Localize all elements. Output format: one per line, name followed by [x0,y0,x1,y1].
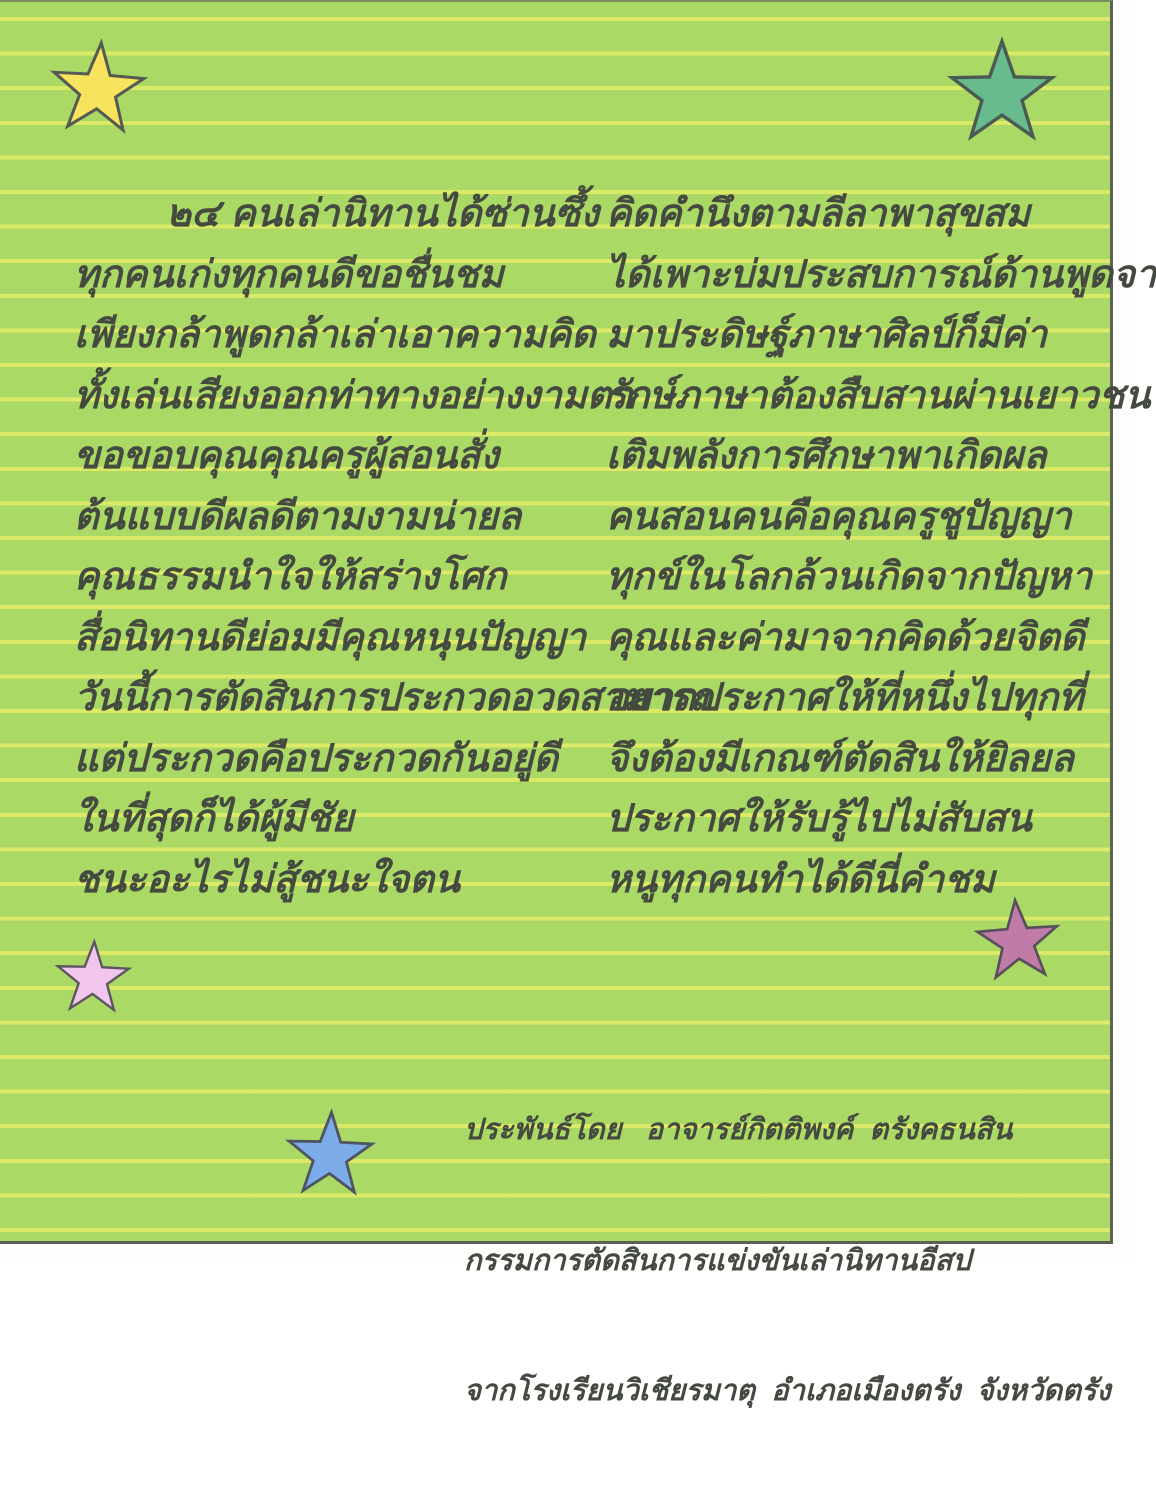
poem-line: ทุกข์ในโลกล้วนเกิดจากปัญหา [606,556,1093,598]
poem-line: แต่ประกวดคือประกวดกันอยู่ดี [74,737,559,780]
green-star-icon [944,36,1060,152]
poem-line: เพียงกล้าพูดกล้าเล่าเอาความคิด [74,314,596,356]
poem-line: ทั้งเล่นเสียงออกท่าทางอย่างงามตา [74,374,633,417]
poem-line: คุณธรรมนำใจให้สร่างโศก [74,556,507,598]
blue-star-icon [280,1106,379,1205]
poem-line: ๒๔ คนเล่านิทานได้ซ่านซึ้ง [166,193,599,235]
credit-role-line: กรรมการตัดสินการแข่งขันเล่านิทานอีสป [464,1244,971,1277]
poem-line: ประกาศให้รับรู้ไปไม่สับสน [606,798,1032,840]
credit-author-line: ประพันธ์โดย อาจารย์กิตติพงค์ ตรังคธนสิน [464,1114,1013,1146]
poem-line: คุณและค่ามาจากคิดด้วยจิตดี [606,616,1085,659]
poem-line: คนสอนคนคือคุณครูชูปัญญา [606,495,1072,538]
poem-line: คิดคำนึงตามลีลาพาสุขสม [606,193,1031,235]
poem-line: ชนะอะไรไม่สู้ชนะใจตน [74,858,460,901]
poem-line: ได้เพาะบ่มประสบการณ์ด้านพูดจา [606,253,1156,296]
poem-line: อยากประกาศให้ที่หนึ่งไปทุกที่ [606,677,1084,719]
credit-school-line: จากโรงเรียนวิเชียรมาตุ อำเภอเมืองตรัง จังหวัดตรัง [464,1375,1111,1407]
poem-line: ขอขอบคุณคุณครูผู้สอนสั่ง [74,435,499,477]
yellow-star-icon [42,34,153,145]
poem-line: จึงต้องมีเกณฑ์ตัดสินให้ยิลยล [606,737,1074,780]
poem-line: ทุกคนเก่งทุกคนดีขอชื่นชม [74,253,504,296]
poem-line: วันนี้การตัดสินการประกวดอวดสามารถ [74,677,713,719]
poem-line: เติมพลังการศึกษาพาเกิดผล [606,435,1047,477]
pink-star-icon [51,937,136,1022]
credits-block [464,1022,1111,1501]
poem-line: สื่อนิทานดีย่อมมีคุณหนุนปัญญา [74,616,587,659]
poem-line: ต้นแบบดีผลดีตามงามน่ายล [74,495,522,538]
poem-line: มาประดิษฐ์ภาษาศิลป์ก็มีค่า [606,314,1048,356]
poem-line: รักษ์ภาษาต้องสืบสานผ่านเยาวชน [606,374,1151,417]
poem-line: ในที่สุดก็ได้ผู้มีชัย [74,798,354,840]
poem-right-column [606,184,1156,910]
poem-line: หนูทุกคนทำได้ดีนี่คำชม [606,858,995,901]
